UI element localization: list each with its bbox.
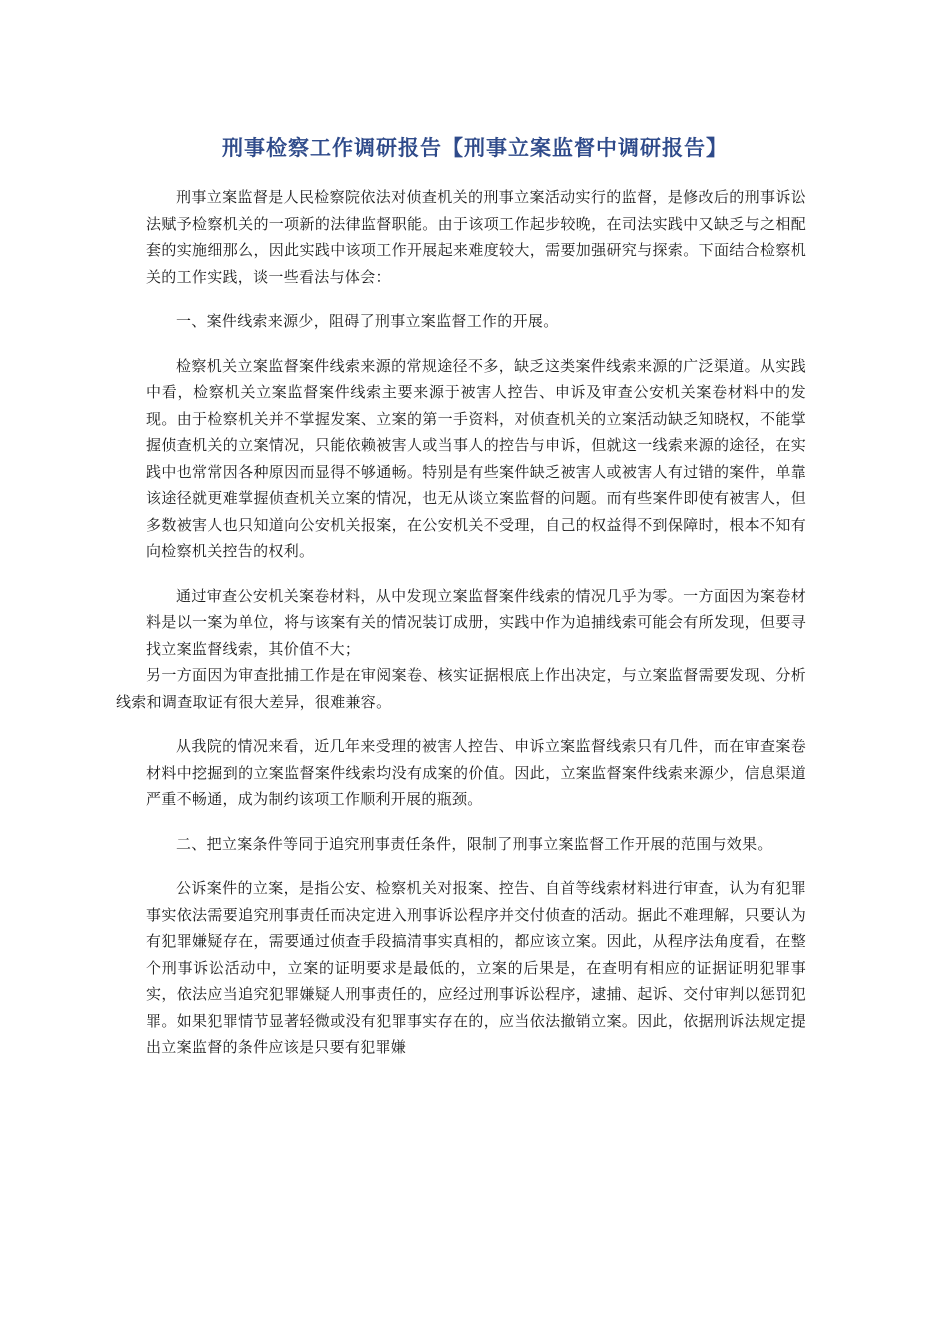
document-body <box>116 184 806 1079</box>
section-heading-2 <box>146 831 806 858</box>
paragraph-line: 一、案件线索来源少，阻碍了刑事立案监督工作的开展。 <box>176 312 559 330</box>
paragraph-line: 另一方面因为审查批捕工作是在审阅案卷、核实证据根底上作出决定，与立案监督需要发现、分析线索和调查取证有很大差异，很难兼容。 <box>116 666 806 711</box>
paragraph-our-situation <box>146 733 806 813</box>
paragraph-line: 从我院的情况来看，近几年来受理的被害人控告、申诉立案监督线索只有几件，而在审查案卷材料中挖掘到的立案监督案件线索均没有成案的价值。因此，立案监督案件线索来源少，信息渠道严重不畅通，成为制约该项工作顺利开展的瓶颈。 <box>146 737 806 808</box>
paragraph-intro <box>146 184 806 290</box>
paragraph-line: 刑事立案监督是人民检察院依法对侦查机关的刑事立案活动实行的监督，是修改后的刑事诉讼法赋予检察机关的一项新的法律监督职能。由于该项工作起步较晚，在司法实践中又缺乏与之相配套的实施细那么，因此实践中该项工作开展起来难度较大，需要加强研究与探索。下面结合检察机关的工作实践，谈一些看法与体会： <box>146 188 806 286</box>
paragraph-line: 通过审查公安机关案卷材料，从中发现立案监督案件线索的情况几乎为零。一方面因为案卷材料是以一案为单位，将与该案有关的情况装订成册，实践中作为追捕线索可能会有所发现，但要寻找立案监督线索，其价值不大； <box>146 586 806 658</box>
paragraph-line: 检察机关立案监督案件线索来源的常规途径不多，缺乏这类案件线索来源的广泛渠道。从实践中看，检察机关立案监督案件线索主要来源于被害人控告、申诉及审查公安机关案卷材料中的发现。由于检察机关并不掌握发案、立案的第一手资料，对侦查机关的立案活动缺乏知晓权，不能掌握侦查机关的立案情况，只能依赖被害人或当事人的控告与申诉，但就这一线索来源的途径，在实践中也常常因各种原因而显得不够通畅。特别是有些案件缺乏被害人或被害人有过错的案件，单靠该途径就更难掌握侦查机关立案的情况，也无从谈立案监督的问题。而有些案件即使有被害人，但多数被害人也只知道向公安机关报案，在公安机关不受理，自己的权益得不到保障时，根本不知有向检察机关控告的权利。 <box>146 356 806 560</box>
paragraph-public-prosecution <box>146 875 806 1061</box>
paragraph-clue-sources <box>146 353 806 565</box>
paragraph-line: 公诉案件的立案，是指公安、检察机关对报案、控告、自首等线索材料进行审查，认为有犯罪事实依法需要追究刑事责任而决定进入刑事诉讼程序并交付侦查的活动。据此不难理解，只要认为有犯罪嫌疑存在，需要通过侦查手段搞清事实真相的，都应该立案。因此，从程序法角度看，在整个刑事诉讼活动中，立案的证明要求是最低的，立案的后果是，在查明有相应的证据证明犯罪事实，依法应当追究犯罪嫌疑人刑事责任的，应经过刑事诉讼程序，逮捕、起诉、交付审判以惩罚犯罪。如果犯罪情节显著轻微或没有犯罪事实存在的，应当依法撤销立案。因此，依据刑诉法规定提出立案监督的条件应该是只要有犯罪嫌 <box>146 879 806 1056</box>
section-heading-1 <box>146 308 806 335</box>
paragraph-case-files <box>116 583 806 716</box>
document-title: 刑事检察工作调研报告【刑事立案监督中调研报告】 <box>222 136 728 160</box>
paragraph-line: 二、把立案条件等同于追究刑事责任条件，限制了刑事立案监督工作开展的范围与效果。 <box>176 834 773 853</box>
